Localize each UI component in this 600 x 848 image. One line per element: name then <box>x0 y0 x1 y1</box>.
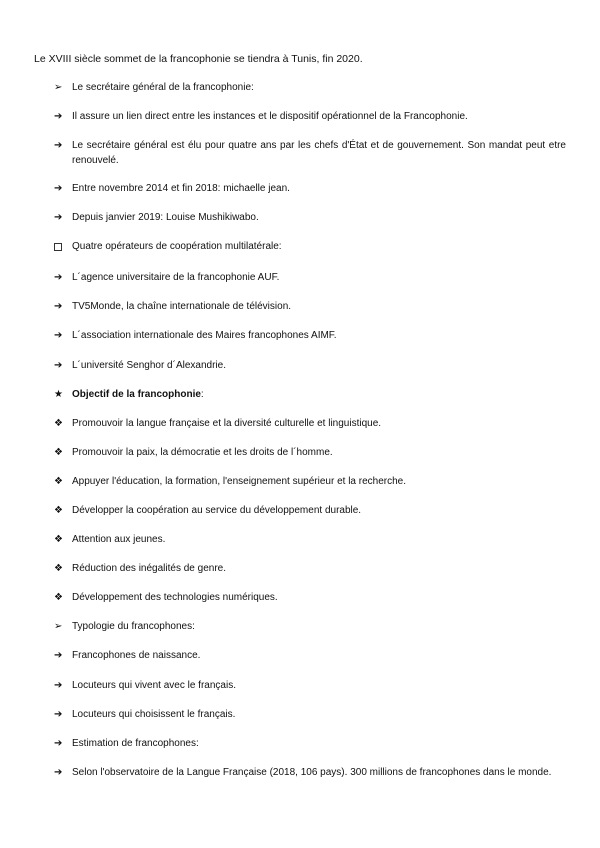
list-item-text: Locuteurs qui vivent avec le français. <box>72 679 236 691</box>
triangle-arrow-icon: ➢ <box>54 82 63 93</box>
list-item <box>54 182 566 197</box>
list-item <box>54 300 566 315</box>
list-item-text: Francophones de naissance. <box>72 650 201 662</box>
list-item-text: Le secrétaire général est élu pour quatre ans par les chefs d'État et de gouvernement. Son mandat peut etre renouvelé. <box>72 140 566 166</box>
arrow-right-icon: ➔ <box>54 737 63 749</box>
arrow-right-icon: ➔ <box>54 766 63 778</box>
list-item-text: L´agence universitaire de la francophonie AUF. <box>72 272 280 284</box>
list-item-text: Développement des technologies numériques. <box>72 592 278 604</box>
arrow-right-icon: ➔ <box>54 182 63 194</box>
list-item <box>54 620 566 635</box>
list-item-text: L´université Senghor d´Alexandrie. <box>72 359 226 371</box>
list-item <box>54 679 566 694</box>
list-item <box>54 329 566 344</box>
arrow-right-icon: ➔ <box>54 140 63 152</box>
list-item <box>54 708 566 723</box>
objective-heading: Objectif de la francophonie <box>72 388 201 400</box>
star-icon: ★ <box>54 388 63 400</box>
arrow-right-icon: ➔ <box>54 708 63 720</box>
arrow-right-icon: ➔ <box>54 272 63 284</box>
list-item-text: Selon l'observatoire de la Langue Française (2018, 106 pays). 300 millions de francophones dans le monde. <box>72 766 552 778</box>
list-item-text: Locuteurs qui choisissent le français. <box>72 708 236 720</box>
list-item-text: Entre novembre 2014 et fin 2018: michaelle jean. <box>72 182 290 194</box>
list-item <box>54 139 566 168</box>
diamond-icon: ❖ <box>54 417 63 429</box>
list-item <box>54 591 566 606</box>
list-item <box>54 737 566 752</box>
diamond-icon: ❖ <box>54 534 63 546</box>
list-item <box>54 211 566 226</box>
square-icon <box>54 240 72 257</box>
bullet-list <box>54 81 566 794</box>
list-item-text: L´association internationale des Maires francophones AIMF. <box>72 330 337 342</box>
diamond-icon: ❖ <box>54 446 63 458</box>
list-item <box>54 649 566 664</box>
diamond-icon: ❖ <box>54 563 63 575</box>
list-item <box>54 240 566 257</box>
list-item <box>54 81 566 96</box>
triangle-arrow-icon: ➢ <box>54 621 63 633</box>
list-item-text: Promouvoir la paix, la démocratie et les droits de l´homme. <box>72 446 333 458</box>
diamond-icon: ❖ <box>54 505 63 517</box>
heading-colon: : <box>200 388 204 400</box>
list-item <box>54 562 566 577</box>
arrow-right-icon: ➔ <box>54 111 63 123</box>
list-item-text: Promouvoir la langue française et la diversité culturelle et linguistique. <box>72 417 382 429</box>
list-item-text <box>72 388 566 403</box>
list-item-text: Appuyer l'éducation, la formation, l'enseignement supérieur et la recherche. <box>72 475 407 487</box>
list-item <box>54 359 566 374</box>
list-item-text: Le secrétaire général de la francophonie: <box>72 82 254 93</box>
arrow-right-icon: ➔ <box>54 212 63 224</box>
arrow-right-icon: ➔ <box>54 679 63 691</box>
list-item-text: Il assure un lien direct entre les instances et le dispositif opérationnel de la Francophonie. <box>72 111 468 123</box>
list-item <box>54 446 566 461</box>
list-item-text: Quatre opérateurs de coopération multilatérale: <box>72 241 282 253</box>
list-item <box>54 504 566 519</box>
arrow-right-icon: ➔ <box>54 359 63 371</box>
list-item <box>54 388 566 403</box>
list-item-text: Attention aux jeunes. <box>72 534 166 546</box>
list-item-text: TV5Monde, la chaîne internationale de télévision. <box>72 301 292 313</box>
list-item <box>54 271 566 286</box>
arrow-right-icon: ➔ <box>54 330 63 342</box>
list-item-text: Développer la coopération au service du développement durable. <box>72 505 362 517</box>
list-item <box>54 417 566 432</box>
list-item-text: Réduction des inégalités de genre. <box>72 563 226 575</box>
list-item <box>54 533 566 548</box>
list-item <box>54 110 566 125</box>
diamond-icon: ❖ <box>54 475 63 487</box>
list-item <box>54 766 566 781</box>
diamond-icon: ❖ <box>54 592 63 604</box>
list-item-text: Typologie du francophones: <box>72 621 195 633</box>
arrow-right-icon: ➔ <box>54 301 63 313</box>
arrow-right-icon: ➔ <box>54 650 63 662</box>
list-item-text: Estimation de francophones: <box>72 737 199 749</box>
list-item-text: Depuis janvier 2019: Louise Mushikiwabo. <box>72 212 259 224</box>
list-item <box>54 475 566 490</box>
intro-paragraph: Le XVIII siècle sommet de la francophonie se tiendra à Tunis, fin 2020. <box>34 53 363 65</box>
